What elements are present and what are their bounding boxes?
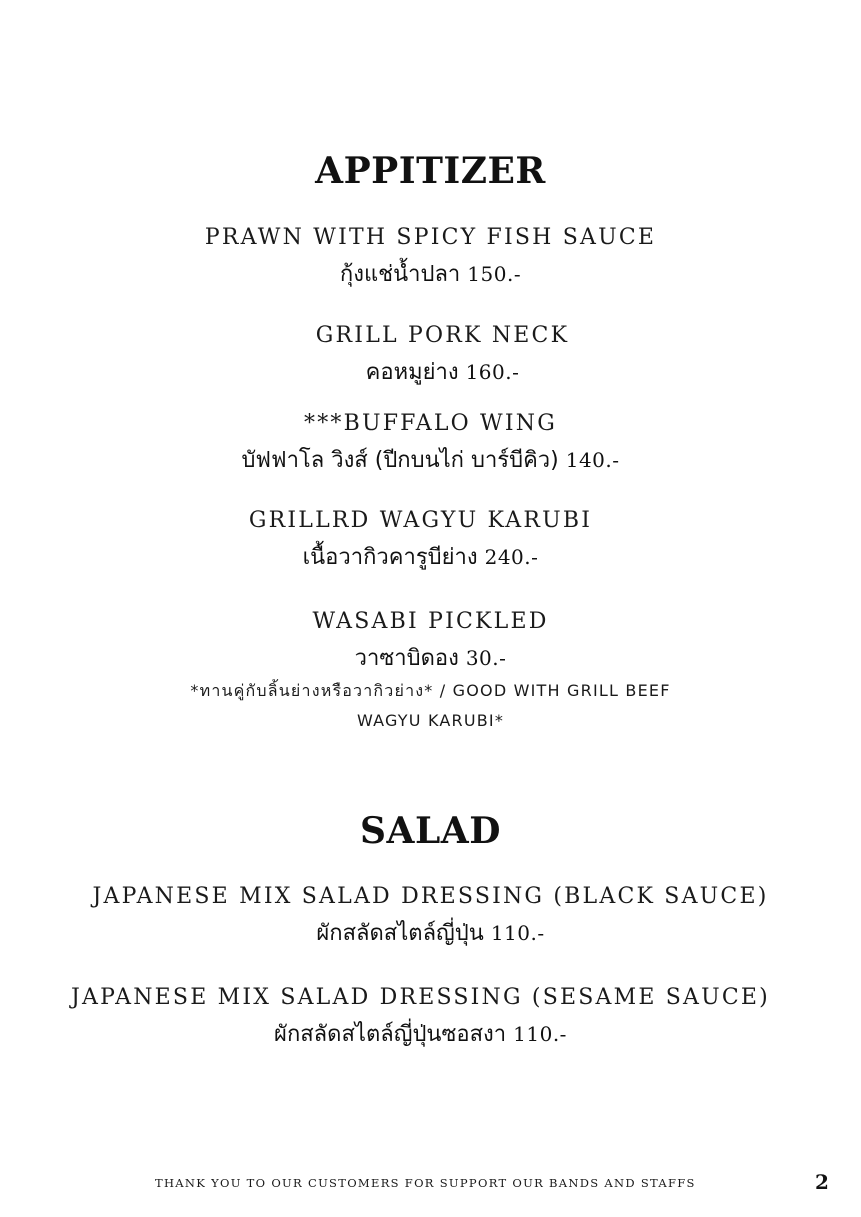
item-name-en: GRILL PORK NECK — [315, 323, 570, 348]
menu-item-wagyu-karubi — [0, 503, 841, 576]
item-name-en: JAPANESE MIX SALAD DRESSING (BLACK SAUCE) — [92, 884, 769, 909]
item-name-th: ผักสลัดสไตล์ญี่ปุ่น 110.- — [316, 921, 545, 946]
item-name-en: JAPANESE MIX SALAD DRESSING (SESAME SAUCE) — [71, 985, 770, 1010]
item-name-en: GRILLRD WAGYU KARUBI — [248, 508, 593, 533]
salad-heading: SALAD — [360, 810, 501, 852]
footer-thank-you: THANK YOU TO OUR CUSTOMERS FOR SUPPORT OUR BANDS AND STAFFS — [155, 1176, 696, 1190]
item-name-en: WASABI PICKLED — [312, 609, 549, 634]
menu-item-pork-neck — [0, 318, 861, 391]
item-name-th: ผักสลัดสไตล์ญี่ปุ่นซอสงา 110.- — [274, 1022, 567, 1047]
item-price: 140.- — [565, 448, 620, 472]
menu-item-salad-sesame-sauce — [0, 980, 841, 1053]
item-price: 150.- — [467, 262, 522, 286]
pairing-note-line-2: WAGYU KARUBI* — [356, 711, 505, 730]
appetizer-heading: APPITIZER — [315, 150, 546, 192]
item-name-th: วาซาบิดอง 30.- — [354, 646, 507, 671]
item-name-th: บัฟฟาโล วิงส์ (ปีกบนไก่ บาร์บีคิว) 140.- — [241, 448, 620, 473]
item-name-en: PRAWN WITH SPICY FISH SAUCE — [204, 225, 657, 250]
item-name-en: ***BUFFALO WING — [304, 411, 557, 436]
menu-item-prawn — [0, 220, 861, 293]
item-price: 110.- — [490, 921, 545, 945]
item-price: 240.- — [484, 545, 539, 569]
pairing-note-line-1: *ทานคู่กับลิ้นย่างหรือวากิวย่าง* / GOOD WITH GRILL BEEF — [190, 681, 671, 700]
item-name-th: กุ้งแช่น้ำปลา 150.- — [339, 262, 522, 287]
page-number: 2 — [815, 1170, 829, 1194]
menu-item-salad-black-sauce — [0, 879, 861, 952]
item-price: 110.- — [513, 1022, 567, 1046]
item-name-th: เนื้อวากิวคารูบีย่าง 240.- — [302, 545, 539, 570]
menu-item-wasabi-pickled — [0, 604, 861, 677]
item-price: 30.- — [465, 646, 507, 670]
menu-item-buffalo-wing — [0, 406, 861, 479]
item-price: 160.- — [465, 360, 520, 384]
item-name-th: คอหมูย่าง 160.- — [365, 360, 520, 385]
